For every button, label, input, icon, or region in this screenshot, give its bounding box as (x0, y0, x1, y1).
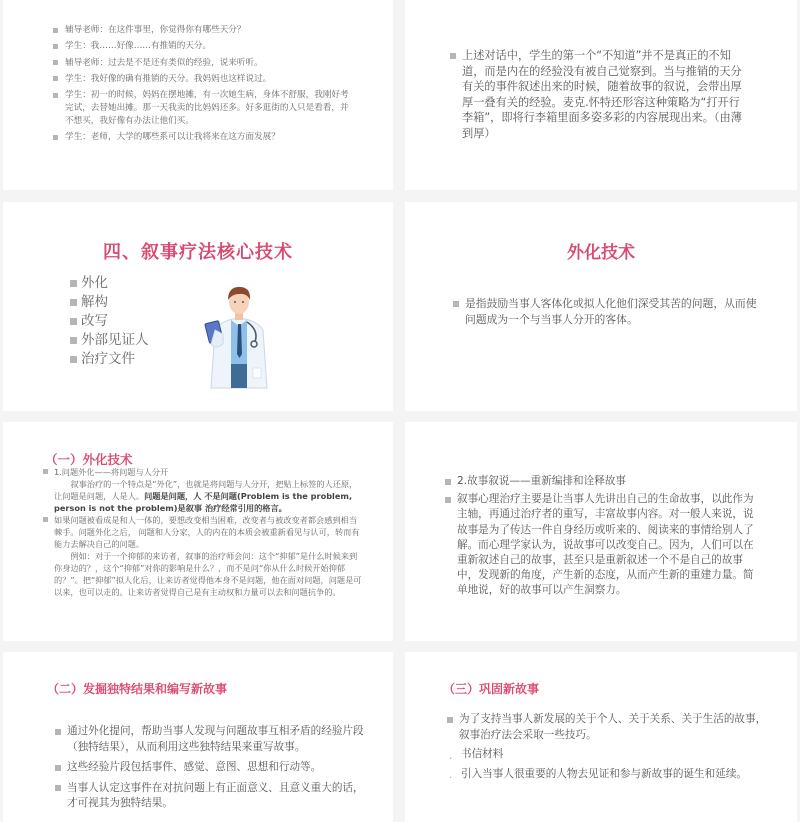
detail-item (43, 466, 365, 514)
dialogue-line: 辅导老师：过去是不是还有类似的经验，说来听听。 (53, 57, 353, 70)
item-heading: 1.问题外化——将问题与人分开 (54, 467, 169, 477)
list-item: 为了支持当事人新发展的关于个人、关于关系、关于生活的故事，叙事治疗法会采取一些技巧。 (447, 712, 767, 743)
sub-item: · 书信材料 (447, 747, 767, 763)
list-item: 通过外化提问，帮助当事人发现与问题故事互相矛盾的经验片段（独特结果），从而利用这些独特结果来重写故事。 (55, 724, 367, 755)
definition-item: 是指鼓励当事人客体化或拟人化他们深受其苦的问题，从而使问题成为一个与当事人分开的客体。 (453, 296, 763, 327)
slide-externalization (405, 202, 797, 411)
technique-sub-list (447, 747, 767, 782)
section-title: （三）巩固新故事 (443, 682, 540, 696)
slide-unique-outcomes (3, 652, 393, 822)
slide-title: 四、叙事疗法核心技术 (103, 242, 293, 263)
technique-item: 治疗文件 (70, 350, 149, 369)
storytelling-heading: 2.故事叙说——重新编排和诠释故事 (445, 474, 755, 489)
storytelling-paragraph: 叙事心理治疗主要是让当事人先讲出自己的生命故事，以此作为主轴，再通过治疗者的重写，丰富故事内容。对一般人来说，说故事是为了传达一件自身经历或听来的、阅读来的事情给别人了解。而心理学家认为，说故事可以改变自己。因为，人们可以在重新叙述自己的故事，甚至只是重新叙述一个不是自己的故事中，发现新的角度，产生新的态度，从而产生新的重建力量。简单地说，好的故事可以产生洞察力。 (445, 492, 755, 598)
technique-item: 外化 (70, 274, 149, 293)
detail-item (43, 514, 365, 598)
technique-item: 外部见证人 (70, 331, 149, 350)
analysis-paragraph: 上述对话中，学生的第一个“不知道”并不是真正的不知道，而是内在的经验没有被自己觉察到。当与推销的天分有关的事件叙述出来的时候，随着故事的叙说，会带出厚厚一叠有关的经验。麦克.怀特还形容这种策略为“打开行李箱”，即将行李箱里面多姿多彩的内容展现出来。（由薄到厚） (450, 48, 750, 141)
unique-outcomes-list (55, 724, 367, 817)
slide-dialogue-analysis (405, 0, 797, 190)
list-item: 这些经验片段包括事件、感觉、意图、思想和行动等。 (55, 760, 367, 776)
dialogue-line: 学生：我好像的确有推销的天分。我妈妈也这样说过。 (53, 73, 353, 86)
slide-dialogue (3, 0, 393, 190)
dialogue-line: 学生：初一的时候，妈妈在摆地摊，有一次她生病，身体不舒服，我刚好考完试，去替她出摊。那一天我卖的比妈妈还多。好多逛街的人只是看看，并不想买，我好像有办法让他们买。 (53, 89, 353, 128)
storytelling-list (445, 474, 755, 599)
list-item: 当事人认定这事件在对抗问题上有正面意义、且意义重大的话，才可视其为独特结果。 (55, 781, 367, 812)
item-paragraph: 如果问题被看成是和人一体的，要想改变相当困难，改变者与被改变者都会感到相当棘手。问题外化之后， 问题和人分家，人的内在的本质会被重新看见与认可，转而有能力去解决自己的问题。 (54, 515, 360, 549)
section-title: （一）外化技术 (45, 452, 133, 467)
technique-list (70, 274, 149, 369)
item-bold-quote: 问题是问题，人 不是问题(Problem is the problem, person is not the problem)是叙事 治疗经常引用的格言。 (54, 491, 353, 513)
technique-item: 改写 (70, 312, 149, 331)
detail-list (43, 466, 365, 598)
definition-list (453, 296, 763, 327)
item-paragraph (54, 478, 365, 514)
analysis-list (450, 48, 750, 141)
technique-item: 解构 (70, 293, 149, 312)
section-body (447, 712, 767, 786)
item-text: 叙事治疗的一个特点是“外化”，也就是将问题与人分开，把贴上标签的人还原，让问题是问题，人是人。 (54, 479, 358, 501)
dialogue-line: 学生：老师，大学的哪些系可以让我将来在这方面发展？ (53, 131, 353, 144)
dialogue-line: 学生：我……好像……有推销的天分。 (53, 40, 353, 53)
slide-core-techniques (3, 202, 393, 411)
dialogue-list (53, 24, 353, 148)
slide-title: 外化技术 (567, 243, 635, 263)
consolidate-list (447, 712, 767, 743)
section-title: （二）发掘独特结果和编写新故事 (47, 682, 228, 696)
dialogue-line: 辅导老师：在这件事里，你觉得你有哪些天分？ (53, 24, 353, 37)
section-body (445, 474, 755, 602)
item-example: 例如：对于一个抑郁的来访者，叙事的治疗师会问：这个“抑郁”是什么时候来到你身边的？，这个“抑郁”对你的影响是什么？，而不是问“你从什么时候开始抑郁的？”。把“抑郁”拟人化后，让来访者觉得他本身不是问题，他在面对问题，问题是可以来，也可以走的。让来访者觉得自己是有主动权和力量可以去和问题抗争的。 (54, 551, 362, 597)
section-body (43, 466, 365, 598)
slide-externalization-detail (3, 422, 393, 641)
slide-consolidate (405, 652, 797, 822)
slide-storytelling (405, 422, 797, 641)
sub-item: · 引入当事人很重要的人物去见证和参与新故事的诞生和延续。 (447, 767, 767, 783)
doctor-illustration-icon (201, 280, 277, 390)
